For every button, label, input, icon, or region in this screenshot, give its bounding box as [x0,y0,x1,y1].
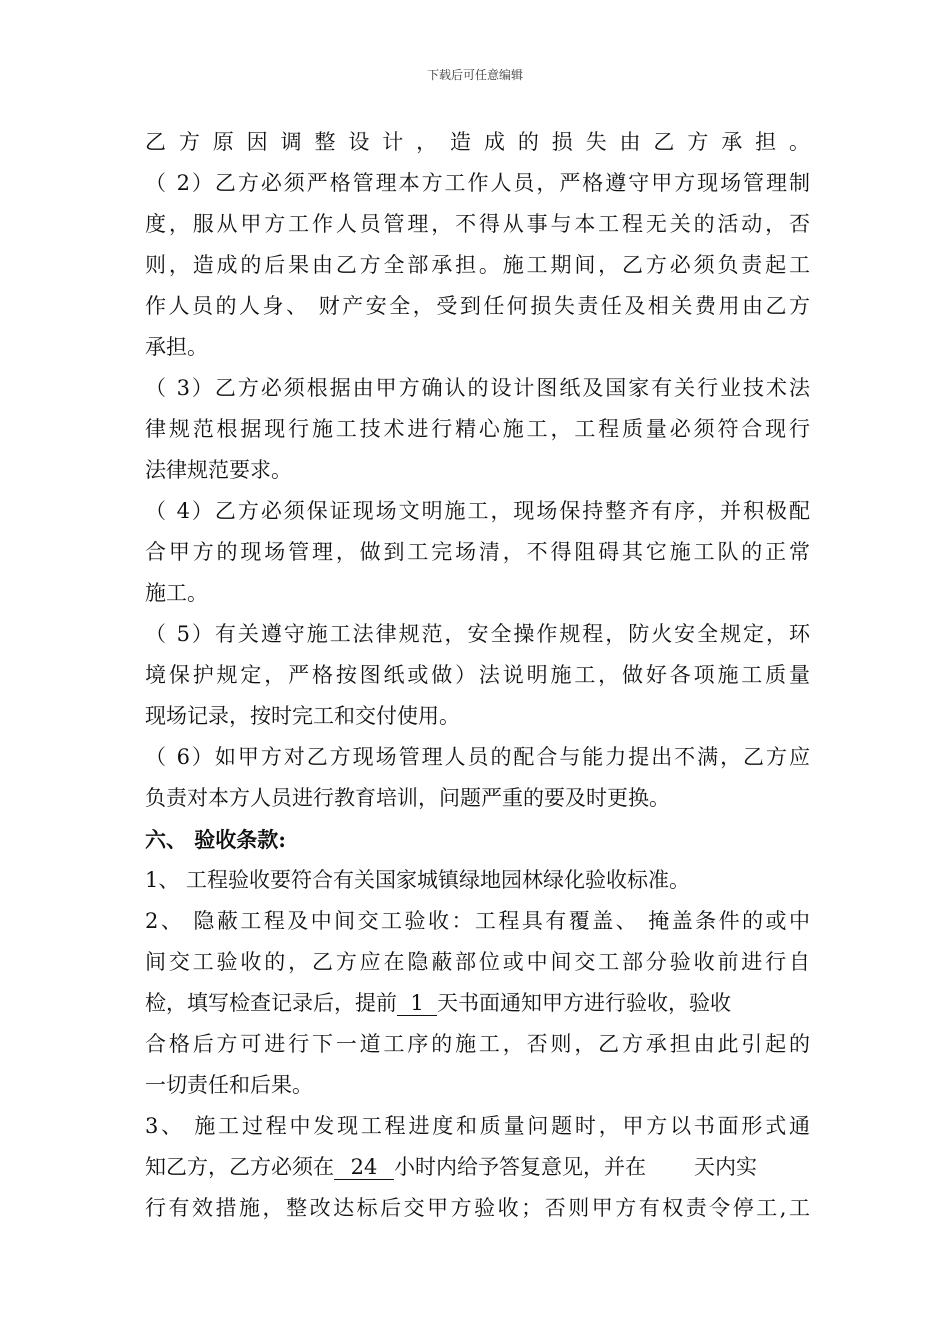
text-segment: 检，填写检查记录后，提前 [145,991,397,1015]
text-line: 则，造成的后果由乙方全部承担。施工期间，乙方必须负责起工 [145,253,810,277]
text-line: 行有效措施，整改达标后交甲方验收；否则甲方有权责令停工,工 [145,1196,810,1220]
section-heading: 六、 验收条款: [145,827,287,852]
text-line: 一切责任和后果。 [145,1073,313,1097]
text-line: 法律规范要求。 [145,458,292,482]
text-line: 间交工验收的，乙方应在隐蔽部位或中间交工部分验收前进行自 [145,950,810,974]
text-line-with-blank [145,1147,810,1188]
text-line: 1、 工程验收要符合有关国家城镇绿地园林绿化验收标准。 [145,868,691,892]
text-line: 境保护规定，严格按图纸或做）法说明施工，做好各项施工质量 [145,663,810,687]
text-line: 乙方原因调整设计，造成的损失由乙方承担。 [145,130,810,154]
text-segment: 天书面通知甲方进行验收，验收 [437,991,731,1015]
text-line: 合格后方可进行下一道工序的施工，否则，乙方承担由此引起的 [145,1032,810,1056]
text-line: （ 6）如甲方对乙方现场管理人员的配合与能力提出不满，乙方应 [145,745,810,769]
text-line: 现场记录，按时完工和交付使用。 [145,704,460,728]
text-segment: 天内实 [694,1155,757,1179]
filled-blank-days: 1 [397,991,437,1016]
text-line: 作人员的人身、 财产安全，受到任何损失责任及相关费用由乙方 [145,294,810,318]
document-body [145,122,810,1229]
text-segment: 知乙方，乙方必须在 [145,1155,334,1179]
text-line: 度，服从甲方工作人员管理，不得从事与本工程无关的活动，否 [145,212,810,236]
text-line: 2、 隐蔽工程及中间交工验收：工程具有覆盖、 掩盖条件的或中 [145,909,810,933]
text-line: 律规范根据现行施工技术进行精心施工，工程质量必须符合现行 [145,417,810,441]
text-line: 施工。 [145,581,208,605]
text-line: 合甲方的现场管理，做到工完场清，不得阻碍其它施工队的正常 [145,540,810,564]
text-segment: 小时内给予答复意见，并在 [394,1155,646,1179]
page-header: 下载后可任意编辑 [426,68,523,82]
text-line: 承担。 [145,335,208,359]
text-line: （ 3）乙方必须根据由甲方确认的设计图纸及国家有关行业技术法 [145,376,810,400]
text-line: 负责对本方人员进行教育培训，问题严重的要及时更换。 [145,786,670,810]
filled-blank-hours: 24 [334,1155,394,1180]
text-line: （ 4）乙方必须保证现场文明施工，现场保持整齐有序，并积极配 [145,499,810,523]
text-line-with-blank [145,983,810,1024]
text-line: （ 2）乙方必须严格管理本方工作人员，严格遵守甲方现场管理制 [145,171,810,195]
text-line: （ 5）有关遵守施工法律规范，安全操作规程，防火安全规定，环 [145,622,810,646]
text-line: 3、 施工过程中发现工程进度和质量问题时，甲方以书面形式通 [145,1114,810,1138]
